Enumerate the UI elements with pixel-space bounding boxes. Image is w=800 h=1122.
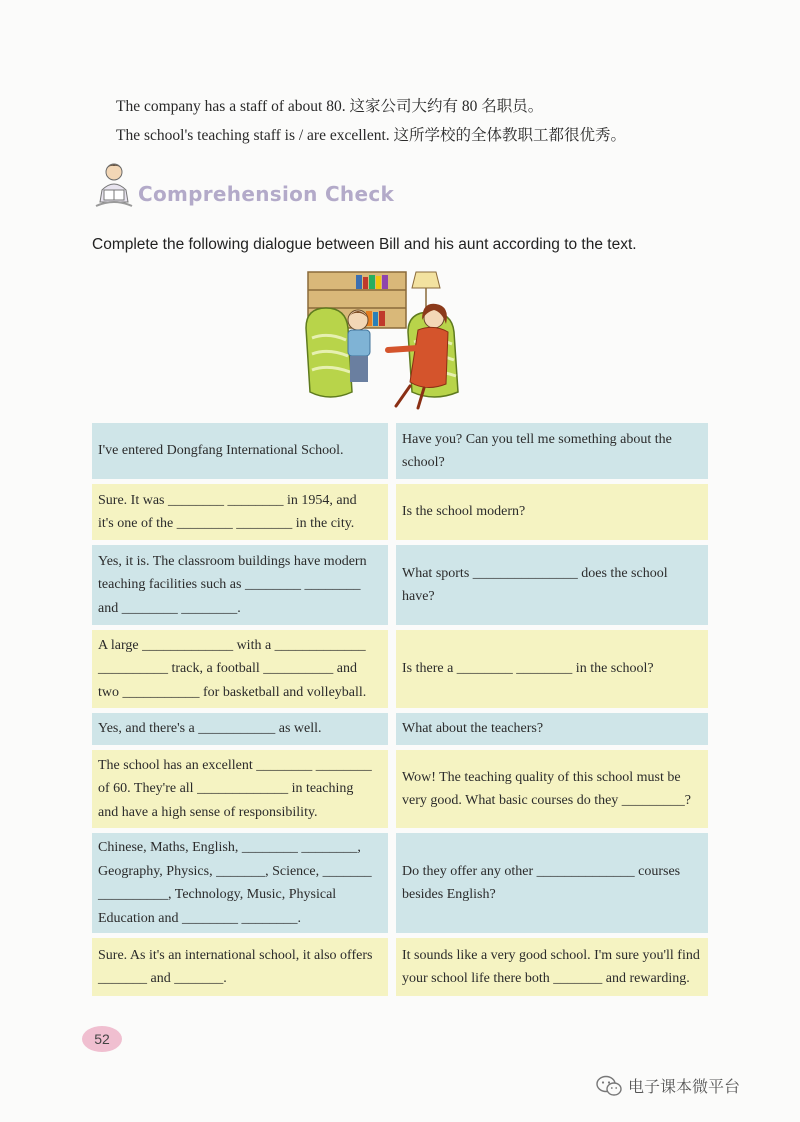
bill-line-7: Chinese, Maths, English, ________ ________, Geography, Physics, _______, Science, _______ __________, Technology, Music, Physical Education and ________ ________. [92, 833, 388, 933]
watermark [596, 1074, 740, 1097]
page-number: 52 [82, 1026, 122, 1052]
bill-line-6: The school has an excellent ________ ________ of 60. They're all _____________ in teaching and have a high sense of responsibility. [92, 750, 388, 828]
aunt-line-7: Do they offer any other ______________ courses besides English? [396, 833, 708, 933]
dialogue-row-4 [92, 630, 708, 708]
section-title: Comprehension Check [138, 182, 395, 206]
bill-line-3: Yes, it is. The classroom buildings have modern teaching facilities such as ________ ________ and ________ ________. [92, 545, 388, 625]
reading-boy-icon [92, 160, 136, 210]
dialogue-table [92, 423, 708, 1001]
dialogue-row-2 [92, 484, 708, 540]
aunt-line-6: Wow! The teaching quality of this school must be very good. What basic courses do they _________? [396, 750, 708, 828]
aunt-line-8: It sounds like a very good school. I'm sure you'll find your school life there both _______ and rewarding. [396, 938, 708, 996]
bill-line-8: Sure. As it's an international school, it also offers _______ and _______. [92, 938, 388, 996]
dialogue-row-3 [92, 545, 708, 625]
comprehension-check-heading [92, 160, 512, 212]
aunt-line-3: What sports _______________ does the school have? [396, 545, 708, 625]
dialogue-row-6 [92, 750, 708, 828]
aunt-line-4: Is there a ________ ________ in the school? [396, 630, 708, 708]
bill-line-5: Yes, and there's a ___________ as well. [92, 713, 388, 745]
dialogue-row-5 [92, 713, 708, 745]
aunt-line-1: Have you? Can you tell me something about the school? [396, 423, 708, 479]
example-sentence-2: The school's teaching staff is / are excellent. 这所学校的全体教职工都很优秀。 [116, 127, 627, 144]
dialogue-row-1 [92, 423, 708, 479]
dialogue-row-7 [92, 833, 708, 933]
bill-and-aunt-illustration [300, 268, 500, 416]
aunt-line-5: What about the teachers? [396, 713, 708, 745]
bill-line-1: I've entered Dongfang International School. [92, 423, 388, 479]
aunt-line-2: Is the school modern? [396, 484, 708, 540]
example-sentences [116, 92, 716, 150]
instruction: Complete the following dialogue between Bill and his aunt according to the text. [92, 236, 637, 253]
bill-line-2: Sure. It was ________ ________ in 1954, and it's one of the ________ ________ in the city. [92, 484, 388, 540]
wechat-icon [596, 1075, 622, 1097]
watermark-text: 电子课本微平台 [628, 1077, 741, 1096]
bill-line-4: A large _____________ with a _____________ __________ track, a football __________ and two ___________ for basketball and volleyball. [92, 630, 388, 708]
example-sentence-1: The company has a staff of about 80. 这家公司大约有 80 名职员。 [116, 98, 544, 115]
dialogue-row-8 [92, 938, 708, 996]
